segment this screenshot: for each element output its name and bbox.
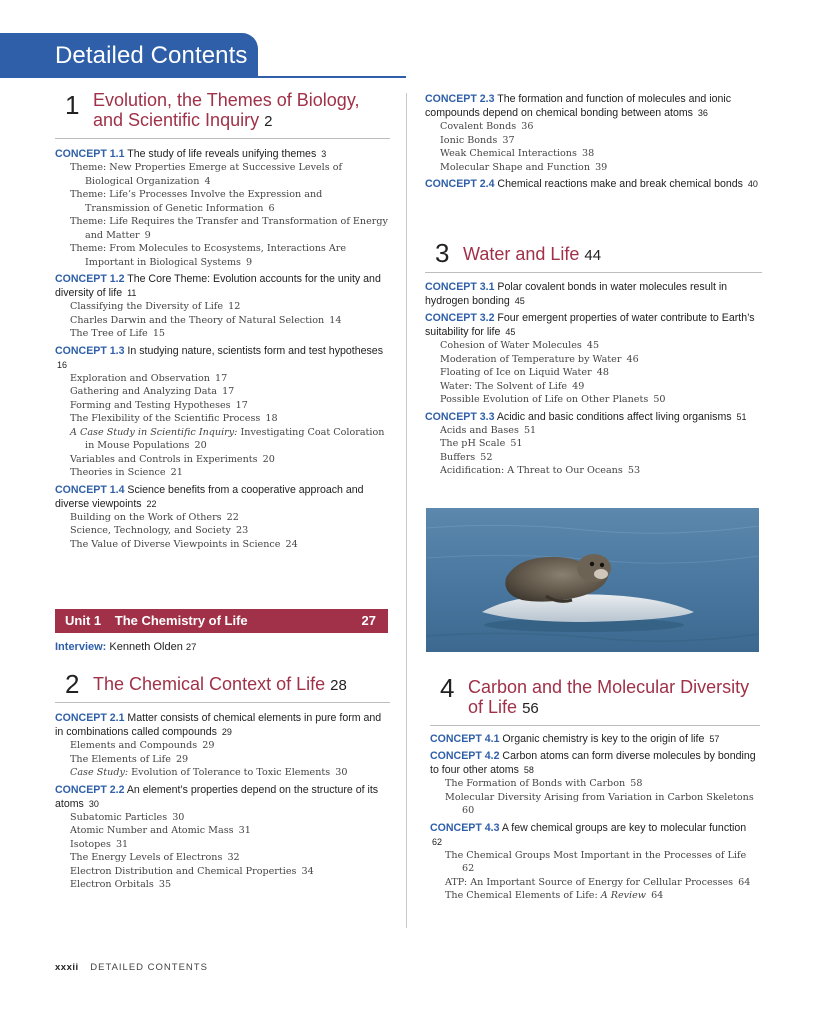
concept-text: Four emergent properties of water contribute to Earth’s suitability for life — [425, 312, 755, 338]
topic-page: 45 — [586, 340, 600, 351]
concept-page: 45 — [505, 327, 516, 337]
topic-page: 60 — [462, 805, 475, 816]
topic-page: 36 — [521, 121, 534, 132]
topic-entry[interactable] — [425, 393, 762, 407]
topic-text: Elements and Compounds — [70, 740, 198, 751]
concept-tag: CONCEPT 3.2 — [425, 312, 495, 324]
topic-page: 20 — [194, 440, 207, 451]
chapter-title-text: Water and Life — [463, 244, 580, 264]
topic-entry[interactable] — [55, 188, 390, 215]
topic-entry[interactable] — [55, 878, 390, 892]
topic-text: Cohesion of Water Molecules — [440, 340, 582, 351]
topic-text: Theme: Life Requires the Transfer and Transformation of Energy and Matter — [70, 216, 388, 241]
concept-list — [55, 711, 390, 892]
chapter-page: 44 — [584, 247, 602, 264]
topic-entry[interactable] — [425, 366, 762, 380]
concept-tag: CONCEPT 2.3 — [425, 93, 495, 105]
topic-text: Theories in Science — [70, 467, 166, 478]
topic-page: 17 — [235, 399, 248, 411]
concept-page: 40 — [747, 179, 758, 189]
topic-text: Science, Technology, and Society — [70, 525, 231, 536]
topic-entry[interactable] — [430, 849, 760, 876]
topic-entry[interactable] — [55, 753, 390, 767]
topic-page: 24 — [285, 538, 298, 550]
topic-entry[interactable] — [55, 524, 390, 538]
concept-page: 51 — [736, 411, 747, 422]
topic-text: The pH Scale — [440, 438, 506, 449]
topic-page: 14 — [329, 314, 342, 326]
topic-page: 9 — [246, 256, 253, 268]
topic-entry[interactable] — [55, 161, 390, 188]
topic-page: 48 — [596, 367, 609, 378]
concept-text: Chemical reactions make and break chemical bonds — [497, 178, 743, 190]
topic-page: 58 — [630, 778, 643, 789]
topic-page: 20 — [262, 453, 275, 465]
concept-page: 36 — [697, 108, 708, 118]
chapter-page: 2 — [264, 113, 273, 130]
topic-page: 64 — [651, 890, 664, 901]
concept-heading[interactable] — [425, 280, 762, 308]
topic-text: Variables and Controls in Experiments — [70, 453, 258, 465]
concept-tag: CONCEPT 3.3 — [425, 410, 495, 423]
unit-label: Unit 1 — [65, 613, 102, 628]
concept-list — [55, 147, 390, 551]
topic-page: 18 — [265, 413, 278, 424]
concept-heading[interactable] — [55, 147, 390, 161]
topic-entry[interactable] — [425, 147, 762, 161]
chapter-number: 3 — [435, 238, 450, 268]
section-header-tab — [0, 33, 258, 77]
topic-text: Subatomic Particles — [70, 811, 168, 823]
concept-text: The formation and function of molecules and ionic compounds depend on chemical bonding between atoms — [425, 93, 732, 119]
footer-label: DETAILED CONTENTS — [90, 962, 208, 973]
chapter-page: 56 — [522, 700, 539, 717]
topic-page: 21 — [170, 467, 183, 478]
topic-page: 51 — [523, 424, 537, 436]
topic-text: Theme: New Properties Emerge at Successive Levels of Biological Organization — [70, 162, 343, 187]
concept-heading[interactable] — [425, 92, 762, 120]
topic-page: 9 — [144, 229, 151, 241]
concept-tag: CONCEPT 1.2 — [55, 273, 125, 285]
topic-text: Covalent Bonds — [440, 121, 517, 132]
topic-text: Buffers — [440, 451, 476, 463]
topic-entry[interactable] — [55, 466, 390, 480]
topic-entry[interactable] — [430, 791, 760, 818]
topic-page: 39 — [595, 161, 608, 173]
topic-text: Charles Darwin and the Theory of Natural Selection — [70, 314, 325, 326]
chapter-number: 2 — [65, 669, 80, 699]
topic-text: Building on the Work of Others — [70, 511, 222, 523]
topic-text: The Formation of Bonds with Carbon — [445, 778, 626, 789]
topic-entry[interactable] — [55, 811, 390, 825]
topic-text: The Chemical Groups Most Important in the Processes of Life — [445, 849, 747, 861]
concept-heading[interactable] — [55, 783, 390, 811]
topic-entry[interactable] — [425, 451, 762, 465]
topic-page: 46 — [626, 353, 639, 365]
topic-text: Classifying the Diversity of Life — [70, 301, 224, 312]
unit-page: 27 — [361, 613, 376, 628]
concept-page: 45 — [514, 296, 525, 306]
topic-entry[interactable] — [55, 538, 390, 552]
concept-tag: CONCEPT 3.1 — [425, 281, 495, 293]
chapter-title-text: Evolution, the Themes of Biology, and Scientific Inquiry — [93, 90, 360, 130]
concept-text: Polar covalent bonds in water molecules result in hydrogen bonding — [425, 281, 728, 307]
chapter-rule — [55, 702, 390, 703]
topic-entry[interactable] — [55, 372, 390, 386]
chapter-rule — [425, 272, 762, 273]
topic-text: Electron Orbitals — [70, 879, 154, 890]
topic-text: The Tree of Life — [70, 328, 148, 339]
topic-text: Evolution of Tolerance to Toxic Elements — [128, 767, 331, 778]
concept-tag: CONCEPT 2.4 — [425, 178, 495, 190]
topic-entry[interactable] — [55, 215, 390, 242]
concept-list — [430, 732, 760, 903]
topic-entry[interactable] — [55, 412, 390, 426]
topic-text: Molecular Diversity Arising from Variation in Carbon Skeletons — [445, 791, 754, 803]
interview-entry[interactable] — [55, 641, 196, 653]
topic-entry[interactable] — [425, 353, 762, 367]
topic-text: Ionic Bonds — [440, 134, 498, 146]
chapter-number: 4 — [440, 673, 455, 703]
topic-text: The Value of Diverse Viewpoints in Science — [70, 538, 281, 550]
chapter-rule — [430, 725, 760, 726]
concept-tag: CONCEPT 1.3 — [55, 344, 125, 357]
concept-heading[interactable] — [430, 732, 760, 746]
chapter-1 — [55, 90, 390, 551]
interview-label: Interview: — [55, 641, 107, 653]
topic-text: Theme: Life’s Processes Involve the Expression and Transmission of Genetic Information — [70, 189, 323, 214]
concept-page: 58 — [523, 765, 534, 775]
concept-heading[interactable] — [55, 344, 390, 372]
topic-text: Weak Chemical Interactions — [440, 148, 577, 159]
topic-text: Atomic Number and Atomic Mass — [70, 825, 234, 836]
topic-page: 15 — [152, 328, 166, 339]
topic-entry[interactable] — [55, 766, 390, 780]
chapter-title[interactable] — [468, 673, 760, 719]
topic-text: The Energy Levels of Electrons — [70, 852, 223, 863]
concept-text: Science benefits from a cooperative approach and diverse viewpoints — [55, 483, 364, 510]
concept-heading[interactable] — [430, 749, 760, 777]
concept-text: In studying nature, scientists form and test hypotheses — [127, 344, 383, 357]
seal-on-ice-photo — [426, 508, 759, 652]
topic-entry[interactable] — [430, 777, 760, 791]
topic-text-prefix: The Chemical Elements of Life: — [445, 890, 601, 901]
concept-tag: CONCEPT 2.2 — [55, 783, 125, 796]
unit-title: The Chemistry of Life — [114, 613, 248, 628]
topic-page: 12 — [228, 301, 241, 312]
concept-text: Acidic and basic conditions affect living organisms — [496, 410, 732, 423]
topic-entry[interactable] — [55, 300, 390, 314]
topic-entry[interactable] — [425, 380, 762, 394]
chapter-4 — [430, 673, 760, 903]
topic-text: Moderation of Temperature by Water — [440, 353, 622, 365]
concept-page: 22 — [146, 498, 157, 509]
concept-page: 11 — [127, 288, 137, 298]
topic-entry[interactable] — [55, 426, 390, 453]
chapter-title-text: The Chemical Context of Life — [93, 674, 326, 694]
topic-text: Water: The Solvent of Life — [440, 380, 568, 392]
concept-text: Organic chemistry is key to the origin of life — [502, 733, 705, 745]
concept-tag: CONCEPT 4.2 — [430, 750, 500, 762]
chapter-page: 28 — [330, 677, 347, 694]
topic-page: 35 — [158, 879, 172, 890]
topic-entry[interactable] — [425, 120, 762, 134]
topic-page: 49 — [572, 380, 585, 392]
topic-entry[interactable] — [55, 739, 390, 753]
chapter-3 — [425, 238, 762, 478]
topic-text: Acidification: A Threat to Our Oceans — [440, 465, 623, 476]
topic-page: 37 — [502, 134, 515, 146]
topic-text: Possible Evolution of Life on Other Planets — [440, 394, 649, 405]
topic-page: 51 — [510, 438, 523, 449]
topic-entry[interactable] — [425, 424, 762, 438]
topic-text: Acids and Bases — [440, 424, 519, 436]
topic-entry[interactable] — [55, 865, 390, 879]
concept-tag: CONCEPT 4.3 — [430, 821, 500, 834]
topic-entry[interactable] — [55, 327, 390, 341]
topic-entry[interactable] — [55, 511, 390, 525]
topic-italic: Case Study: — [70, 767, 129, 778]
chapter-title[interactable] — [93, 669, 390, 696]
concept-page: 62 — [432, 836, 443, 847]
concept-heading[interactable] — [55, 711, 390, 739]
concept-tag: CONCEPT 4.1 — [430, 733, 500, 745]
topic-page: 17 — [222, 386, 235, 397]
topic-entry[interactable] — [425, 437, 762, 451]
topic-text: Isotopes — [70, 838, 111, 850]
topic-text: Forming and Testing Hypotheses — [70, 399, 231, 411]
topic-text: Electron Distribution and Chemical Properties — [70, 865, 297, 877]
topic-page: 30 — [335, 767, 348, 778]
topic-text: Investigating Coat Coloration in Mouse Populations — [85, 426, 385, 451]
topic-text: Floating of Ice on Liquid Water — [440, 367, 592, 378]
chapter-title[interactable] — [93, 90, 390, 132]
topic-entry[interactable] — [55, 851, 390, 865]
section-title: Detailed Contents — [55, 42, 248, 69]
concept-heading[interactable] — [425, 177, 762, 191]
topic-entry[interactable] — [55, 824, 390, 838]
topic-page: 52 — [480, 451, 493, 463]
topic-text: The Flexibility of the Scientific Process — [70, 413, 261, 424]
concept-tag: CONCEPT 2.1 — [55, 712, 125, 724]
topic-page: 32 — [227, 852, 240, 863]
topic-text: The Elements of Life — [70, 753, 171, 765]
topic-page: 38 — [581, 148, 595, 159]
concept-tag: CONCEPT 1.1 — [55, 148, 125, 160]
topic-entry[interactable] — [425, 161, 762, 175]
topic-page: 23 — [235, 525, 249, 536]
chapter-rule — [55, 138, 390, 139]
topic-page: 29 — [175, 753, 189, 765]
topic-entry[interactable] — [425, 464, 762, 478]
topic-text: Gathering and Analyzing Data — [70, 386, 218, 397]
topic-entry[interactable] — [55, 399, 390, 413]
concept-text: Matter consists of chemical elements in pure form and in combinations called compounds — [55, 712, 382, 738]
concept-heading[interactable] — [425, 410, 762, 424]
chapter-2-continued — [425, 89, 762, 191]
concept-page: 57 — [709, 734, 720, 744]
concept-text: Carbon atoms can form diverse molecules by bonding to four other atoms — [430, 750, 756, 776]
concept-list — [425, 92, 762, 191]
topic-entry[interactable] — [55, 314, 390, 328]
topic-entry[interactable] — [55, 385, 390, 399]
topic-entry[interactable] — [430, 876, 760, 890]
seal-photo-illustration — [426, 508, 759, 652]
topic-entry[interactable] — [430, 889, 760, 903]
chapter-number: 1 — [65, 90, 80, 120]
topic-text: Theme: From Molecules to Ecosystems, Interactions Are Important in Biological Systems — [70, 243, 347, 268]
footer-page-number: xxxii — [55, 962, 79, 973]
topic-page: 62 — [462, 863, 475, 874]
topic-page: 4 — [204, 175, 211, 187]
topic-entry[interactable] — [55, 242, 390, 269]
chapter-title-text: Carbon and the Molecular Diversity of Life — [468, 677, 750, 717]
topic-entry[interactable] — [425, 339, 762, 353]
header-rule — [0, 76, 406, 78]
topic-page: 34 — [301, 865, 314, 877]
concept-heading[interactable] — [430, 821, 760, 849]
concept-heading[interactable] — [425, 311, 762, 339]
topic-page: 29 — [202, 740, 215, 751]
concept-list — [425, 280, 762, 478]
unit-banner[interactable] — [55, 609, 388, 633]
topic-page: 30 — [172, 811, 185, 823]
topic-page: 50 — [653, 394, 666, 405]
topic-page: 31 — [238, 825, 251, 836]
concept-tag: CONCEPT 1.4 — [55, 483, 125, 496]
topic-page: 64 — [738, 876, 751, 888]
concept-page: 16 — [57, 359, 68, 370]
concept-page: 30 — [88, 798, 99, 809]
page-footer — [55, 962, 208, 973]
topic-italic: A Review — [600, 890, 647, 901]
interview-page: 27 — [185, 642, 197, 653]
topic-italic: A Case Study in Scientific Inquiry: — [70, 426, 238, 438]
topic-page: 6 — [268, 202, 275, 214]
concept-text: The study of life reveals unifying themes — [127, 148, 317, 160]
column-divider — [406, 93, 407, 928]
topic-entry[interactable] — [55, 453, 390, 467]
topic-entry[interactable] — [425, 134, 762, 148]
concept-text: The Core Theme: Evolution accounts for the unity and diversity of life — [55, 273, 381, 299]
topic-text: Molecular Shape and Function — [440, 161, 591, 173]
topic-page: 53 — [627, 465, 641, 476]
topic-page: 31 — [115, 838, 129, 850]
concept-page: 3 — [321, 149, 327, 159]
concept-text: An element’s properties depend on the structure of its atoms — [55, 783, 379, 810]
topic-text: ATP: An Important Source of Energy for Cellular Processes — [445, 876, 734, 888]
concept-heading[interactable] — [55, 272, 390, 300]
chapter-title[interactable] — [463, 238, 762, 266]
concept-heading[interactable] — [55, 483, 390, 511]
topic-page: 22 — [226, 511, 239, 523]
topic-page: 17 — [215, 372, 228, 384]
concept-page: 29 — [221, 727, 232, 737]
interview-name: Kenneth Olden — [109, 641, 183, 653]
topic-text: Exploration and Observation — [70, 372, 210, 384]
chapter-2 — [55, 669, 390, 892]
concept-text: A few chemical groups are key to molecular function — [501, 821, 747, 834]
topic-entry[interactable] — [55, 838, 390, 852]
